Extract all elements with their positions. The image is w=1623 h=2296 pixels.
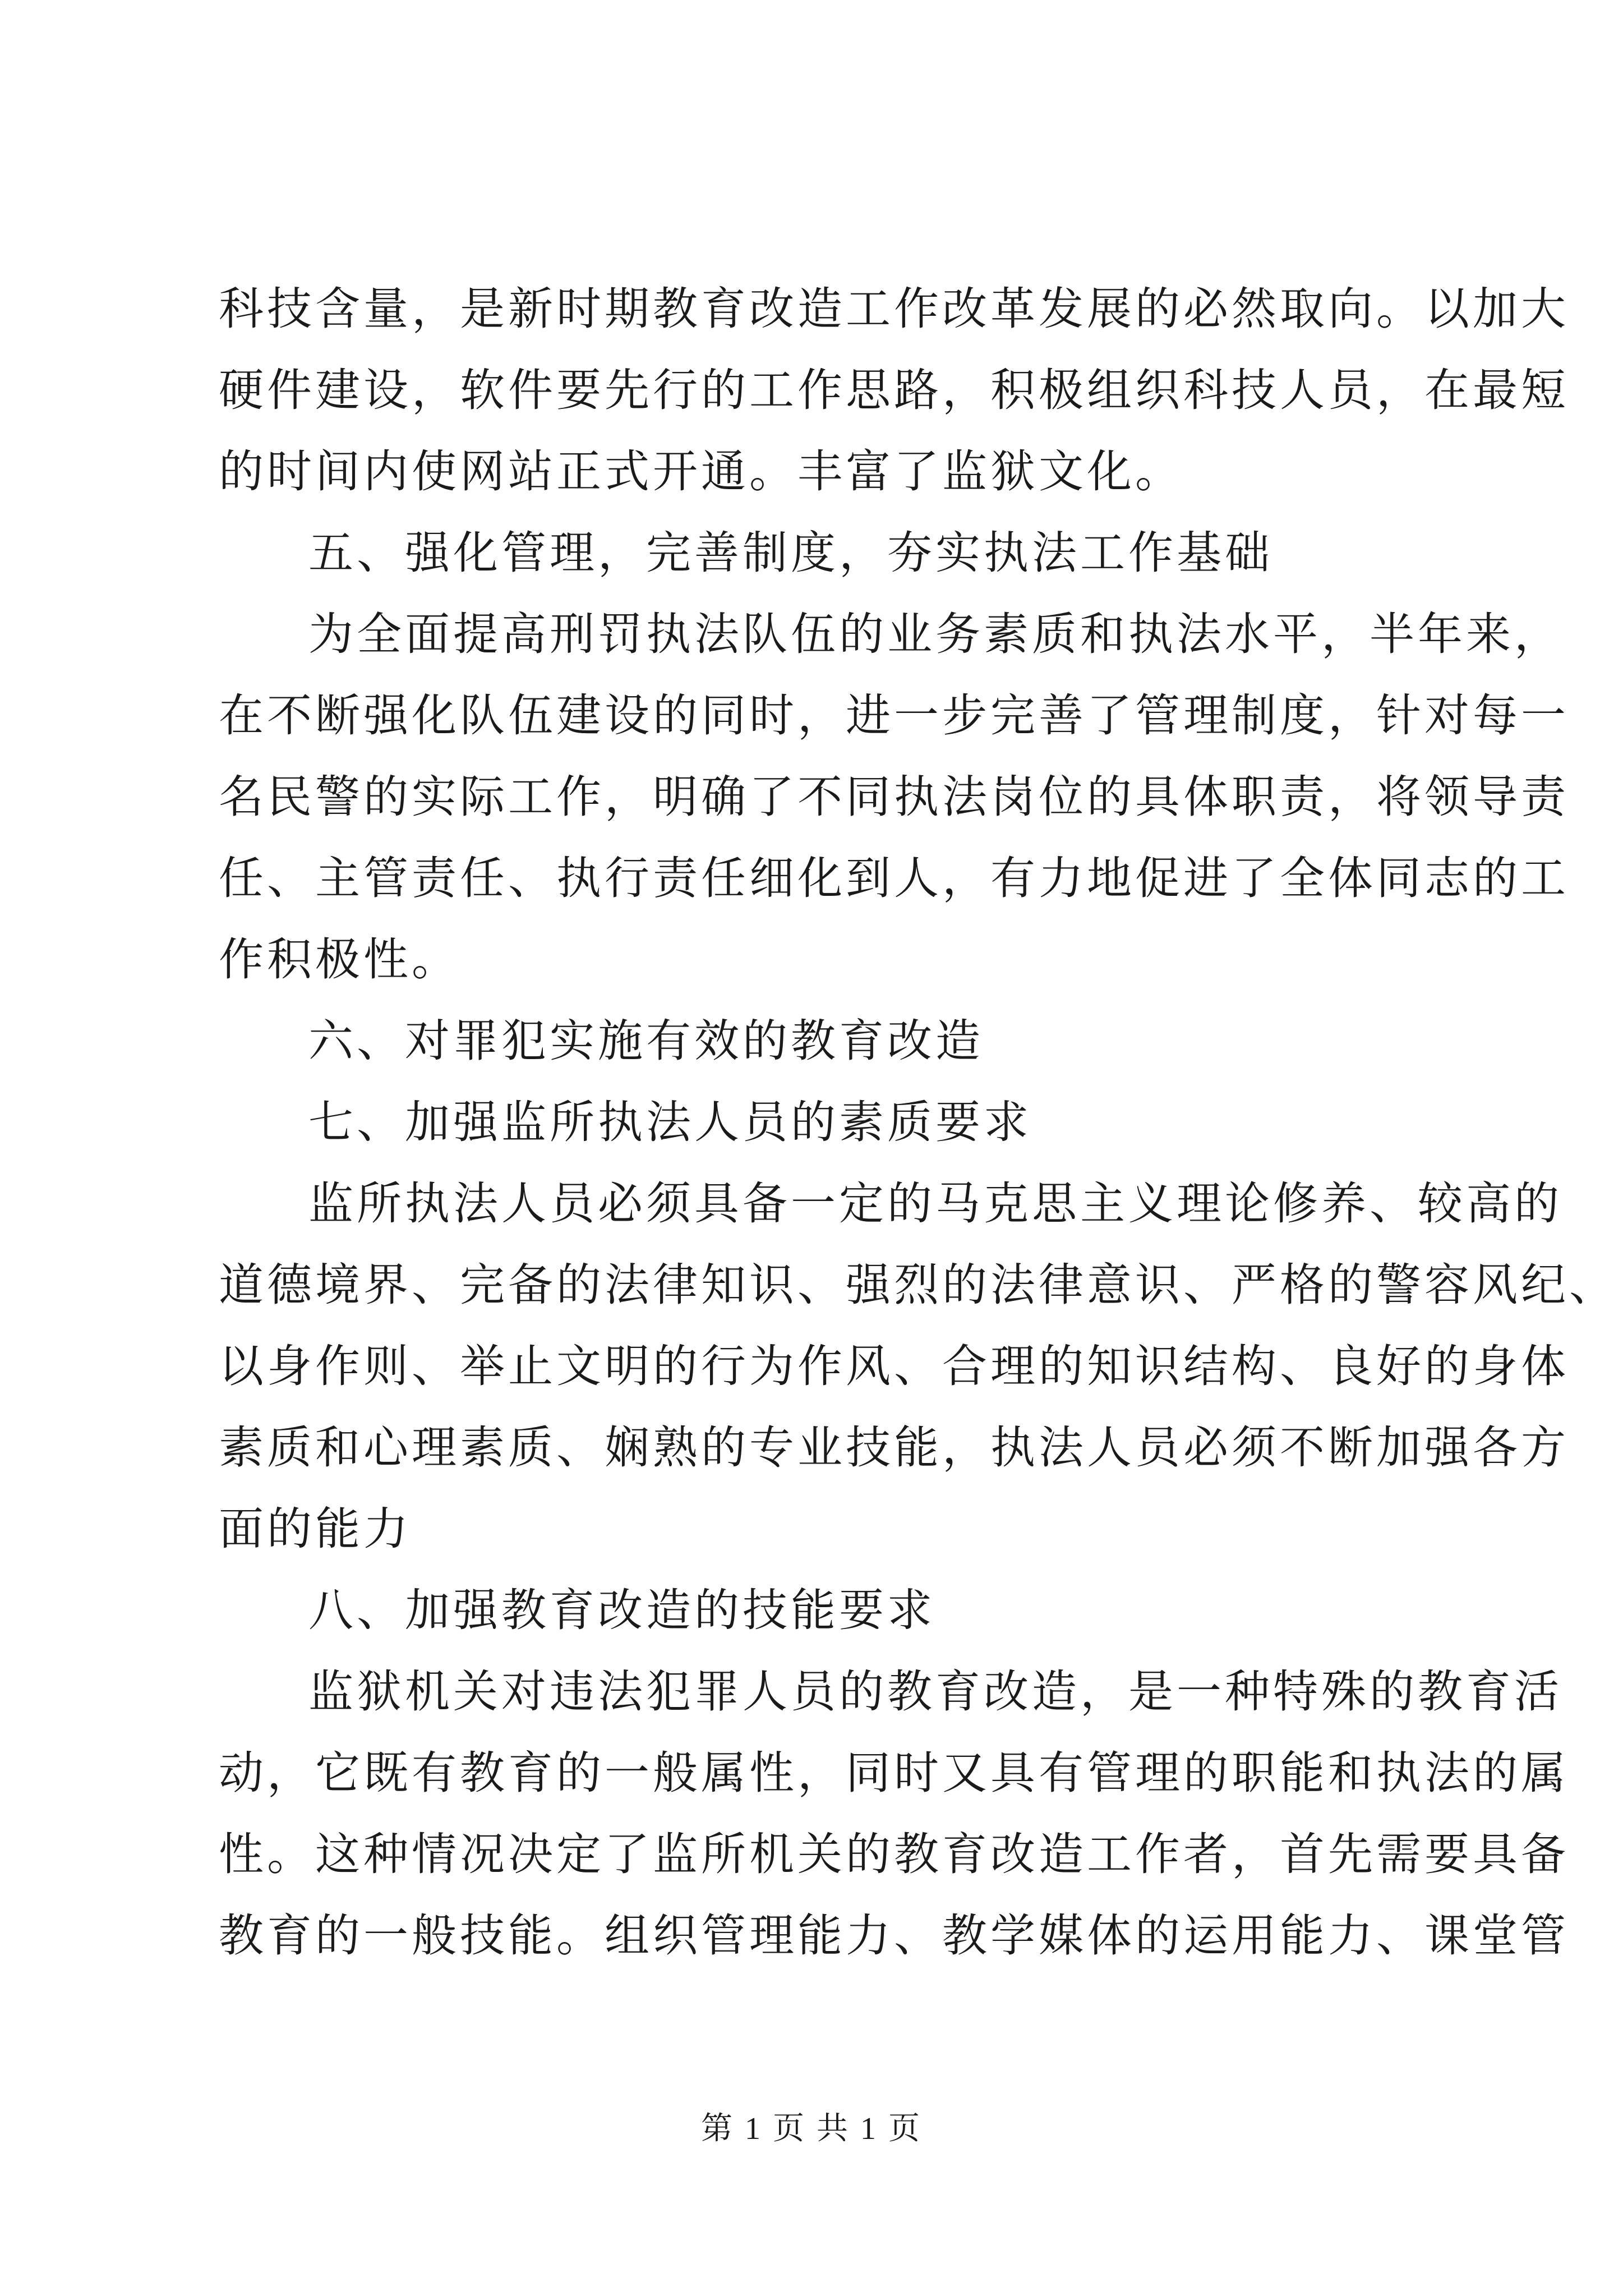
text-line: 监所执法人员必须具备一定的马克思主义理论修养、较高的: [308, 1177, 1562, 1230]
text-line: 以身作则、举止文明的行为作风、合理的知识结构、良好的身体: [219, 1340, 1569, 1392]
text-line: 监狱机关对违法犯罪人员的教育改造，是一种特殊的教育活: [308, 1665, 1562, 1718]
section-heading: 五、强化管理，完善制度，夯实执法工作基础: [308, 527, 1273, 579]
text-line: 作积极性。: [219, 933, 460, 986]
section-heading: 六、对罪犯实施有效的教育改造: [308, 1015, 984, 1067]
text-line: 在不断强化队伍建设的同时，进一步完善了管理制度，针对每一: [219, 689, 1569, 742]
text-line: 的时间内使网站正式开通。丰富了监狱文化。: [219, 445, 1183, 498]
text-line: 面的能力: [219, 1503, 412, 1555]
text-line: 名民警的实际工作，明确了不同执法岗位的具体职责，将领导责: [219, 771, 1569, 823]
text-line: 动，它既有教育的一般属性，同时又具有管理的职能和执法的属: [219, 1747, 1569, 1799]
text-line: 硬件建设，软件要先行的工作思路，积极组织科技人员，在最短: [219, 364, 1569, 416]
text-line: 科技含量，是新时期教育改造工作改革发展的必然取向。以加大: [219, 283, 1569, 335]
document-body: [219, 268, 1617, 1976]
section-heading: 七、加强监所执法人员的素质要求: [308, 1096, 1032, 1148]
text-line: 性。这种情况决定了监所机关的教育改造工作者，首先需要具备: [219, 1828, 1569, 1880]
text-line: 道德境界、完备的法律知识、强烈的法律意识、严格的警容风纪、: [219, 1259, 1617, 1311]
page-number-label: 第 1 页 共 1 页: [701, 2111, 922, 2146]
text-line: 为全面提高刑罚执法队伍的业务素质和执法水平，半年来，: [308, 608, 1562, 660]
section-heading: 八、加强教育改造的技能要求: [308, 1584, 935, 1636]
page-footer: [0, 2106, 1623, 2151]
text-line: 教育的一般技能。组织管理能力、教学媒体的运用能力、课堂管: [219, 1910, 1569, 1962]
text-line: 任、主管责任、执行责任细化到人，有力地促进了全体同志的工: [219, 852, 1569, 904]
text-line: 素质和心理素质、娴熟的专业技能，执法人员必须不断加强各方: [219, 1421, 1569, 1474]
